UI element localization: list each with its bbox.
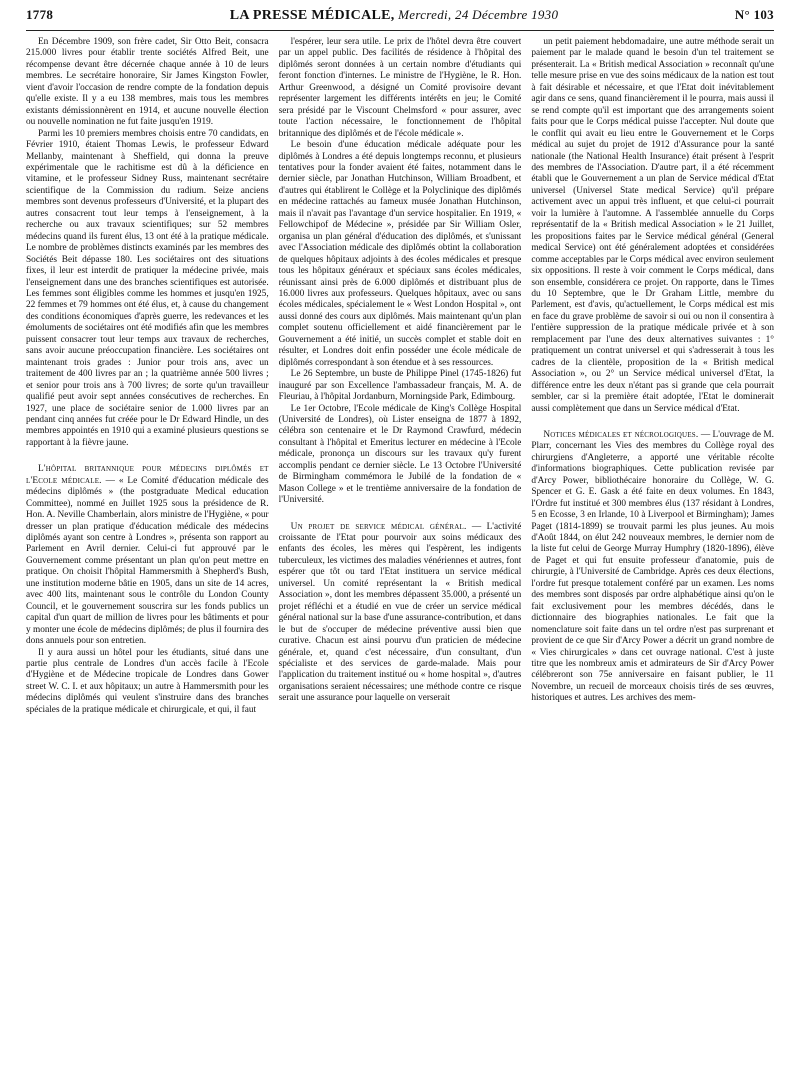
paragraph: l'espérer, leur sera utile. Le prix de l'hôtel devra être couvert par un appel public. Des facilités de résidence à l'hôpital des diplômés seront données à un certain nombre d'étudiants qui feront fonction d'internes. Le ministre de l'Hygiène, le R. Hon. Arthur Greenwood, a désigné un Comité provisoire devant représenter largement les différents intérêts en jeu; le Comité sera présidé par le Viscount Chelmsford « pour assurer, avec toute l'action nécessaire, le fonctionnement de l'hôpital britannique des diplômés et de l'école médicale ». bbox=[278, 37, 522, 139]
paragraph: En Décembre 1909, son frère cadet, Sir Otto Beit, consacra 215.000 livres pour établir trente sociétés Alfred Beit, une récompense devant être décernée chaque année à 10 de leurs membres. Le secrétaire honoraire, Sir James Kingston Fowler, vient d'avoir l'occasion de rendre compte de la fondation depuis qu'elle existe. Il y a eu 138 membres, mais tous les membres existants démissionnèrent en 1914, et aucune nouvelle élection ou nouvelle nomination ne fut faite jusqu'en 1919. bbox=[26, 37, 269, 128]
paragraph: Le besoin d'une éducation médicale adéquate pour les diplômés à Londres a été depuis longtemps reconnu, et plusieurs tentatives pour la fonder avaient été faites, notamment dans le dernier siècle, par Jonathan Hutchinson, William Broadbent, et d'autres qui établirent le Collège et la Polyclinique des diplômés en médecine rattachés au fameux musée Jonathan Hutchinson, mais il n'avait pas l'avantage d'un service hospitalier. En 1919, « Fellowchipof de Médecine », présidée par Sir William Osler, organisa un plan général d'éducation des diplômés, et s'unissant avec l'Association médicale des diplômés obtint la collaboration de quelques hôpitaux adjoints à des écoles médicales et presque tous les hôpitaux généraux et spéciaux sans écoles médicales, réunissant ainsi près de 6.000 diplômés et distribuant plus de 16.000 livres aux professeurs. Quelques hôpitaux, avec ou sans écoles médicales, spécialement le « West London Hospital », ont aussi donné des cours aux diplômés. Mais maintenant qu'un plan complet soutenu officiellement et aidé financièrement par le Gouvernement a été initié, un succès complet et stable doit en résulter, et Londres doit enfin posséder une école médicale de diplômés correspondant à son étendue et à ses ressources. bbox=[278, 140, 522, 368]
section-heading: L'hôpital britannique pour médecins diplômés et l'Ecole médicale. bbox=[26, 464, 269, 486]
section-paragraph bbox=[26, 464, 269, 647]
journal-title bbox=[230, 7, 558, 24]
paragraph: Le 1er Octobre, l'Ecole médicale de King's Collège Hospital (Université de Londres), où Lister enseigna de 1877 à 1892, célébra son centenaire et le Dr Raymond Crawfurd, médecin consultant à l'hôpital et Emeritus lecturer en médecine à l'Ecole médicale, prononça un discours sur les travaux qu'y furent accomplis pendant ce dernier siècle. Le 13 Octobre l'Université de Birmingham commémora le Jubilé de la fondation de « Mason College » et le trentième anniversaire de la fondation de l'Université. bbox=[278, 403, 522, 506]
article-columns bbox=[26, 31, 774, 1073]
section-paragraph bbox=[279, 522, 522, 705]
paragraph: Le 26 Septembre, un buste de Philippe Pinel (1745-1826) fut inauguré par son Excellence l'ambassadeur français, M. A. de Fleuriau, à l'hôpital Jordanburn, Morningside Park, Edimbourg. bbox=[278, 369, 522, 403]
section-text: — L'ouvrage de M. Plarr, concernant les Vies des membres du Collège royal des chirurgiens d'Angleterre, a apporté une véritable récolte d'informations biographiques. Cette publication revisée par d'Arcy Power, bibliothécaire honoraire du Collège, W. G. Spencer et G. E. Gask a été faite en deux volumes. En 1843, l'Ordre fut institué et 300 membres élus (137 résidant à Londres, 5 en Ecosse, 3 en Irlande, 10 à Liverpool et Birmingham); James Paget (1814-1899) se trouvait parmi les plus jeunes. Au mois d'Août 1844, on élut 242 nouveaux membres, le dernier nom de la liste fut celui de George Murray Humphry (1820-1896), élève de Paget et qui fut ensuite professeur d'anatomie, puis de chirurgie, à l'Université de Cambridge. Après ces deux élections, l'ordre fut presque totalement conféré par un examen. Les noms des membres sont disposés par ordre alphabétique ainsi qu'on le fait exclusivement pour les membres décédés, dans le dictionnaire des biographies nationales. Le fait que la nomenclature soit faite dans un tel ordre n'est pas surprenant et provient de ce que Sir d'Arcy Power a décrit un grand nombre de « Vies chirurgicales » dans cet ouvrage national. C'est à juste titre que les nombreux amis et admirateurs de Sir d'Arcy Power célébreront son 75e anniversaire en faisant publier, le 11 Novembre, un recueil de morceaux choisis tirés de ses œuvres, historiques et autres. Les archives des mem- bbox=[531, 429, 774, 704]
paragraph: un petit paiement hebdomadaire, une autre méthode serait un paiement par le malade quand le besoin d'un tel traitement se présenterait. La « British medical Association » reconnaît qu'une telle mesure prise en vue des soins médicaux de la nation est tout à fait désirable et nécessaire, et que l'Etat doit inévitablement agir dans ce sens, quand financièrement il le pourra, mais aussi il se rend compte qu'il est important que des arrangements soient faits pour que le Corps médical puisse l'accepter. Nul doute que le conflit qui avait eu lieu entre le Gouvernement et le Corps médical au sujet du projet de 1912 d'Assurance pour la santé nationale (the National Health Insurance) était présent à l'esprit des membres de l'Association. D'autre part, il a été récemment établi que le Gouvernement a un plan de Service médical d'Etat universel (Universel State medical Service) qu'il prépare activement avec un appui très influent, et que celui-ci pourrait voir la lumière à l'automne. A l'assemblée annuelle du Corps représentatif de la « British medical Association » le 21 Juillet, les propositions faites par le Service médical général (General medical Service) ont été généralement adoptées et considérées comme acceptables par le Corps médical avec environ seulement six oppositions. Il reste à voir comment le Corps médical, dans son ensemble, considérera ce projet. On rapporte, dans le Times du 10 Septembre, que le Dr Graham Little, membre du Parlement, est d'avis, qu'actuellement, le Corps médical est mis en face du grave problème de savoir si oui ou non il consentira à l'entière suppression de la pratique médicale privée et à son remplacement par l'une des deux alternatives suivantes : 1° pratiquement un contrat universel et qui s'adresserait à tous les cadres de la clientèle, proposition de la « British medical Association », ou 2° un Service médical universel d'Etat, la différence entre les deux n'étant pas si grande que cela pourrait sembler, car si la première était adoptée, l'Etat le dominerait aussi complètement que dans un Service médical d'Etat. bbox=[531, 37, 774, 414]
page-number: 1778 bbox=[26, 7, 54, 22]
section-text: — « Le Comité d'éducation médicale des médecins diplômés » (the postgraduate Medical education Committee), nommé en Juillet 1925 sous la présidence de R. Hon. A. Neville Chamberlain, alors ministre de l'Hygiène, « pour dresser un plan pratique d'éducation médicale des médecins diplômés ayant son centre à Londres », présenta son rapport au Parlement en Avril dernier. Celui-ci fut approuvé par le Gouvernement comme présentant un plan qu'on peut mettre en pratique. On choisit l'hôpital Hammersmith à Shepherd's Bush, une institution moderne bâtie en 1905, dans un site de 14 acres, avec 400 lits, maintenant sous le contrôle du London County Council, et le gouvernement souscrira sur les fonds publics un capital d'un quart de million de livres pour les bâtiments et pour y monter une école de médecins diplômés; de plus il fournira des dons annuels pour son entretien. bbox=[26, 475, 269, 647]
section-heading: Notices médicales et nécrologiques. bbox=[543, 429, 699, 440]
section-heading: Un projet de service médical général. bbox=[290, 521, 467, 532]
paragraph: Parmi les 10 premiers membres choisis entre 70 candidats, en Février 1910, étaient Thomas Lewis, le professeur Edward Mellanby, maintenant à Sheffield, qui donna la preuve expérimentale que le rachitisme est dû à la déficience en vitamine, et le professeur Sidney Russ, maintenant secrétaire scientifique de la Commission du radium. Seize anciens membres sont devenus professeurs d'Université, et la plupart des autres consacrent tout leur temps à l'enseignement, à la recherche ou aux travaux scientifiques; sur 52 membres médecins quand ils furent élus, 13 ont été à la pratique médicale. Le nombre de problèmes distincts examinés par les membres des Sociétés Beit dépasse 180. Les sociétaires ont des situations fixes, il leur est interdit de pratiquer la médecine privée, mais l'enseignement dans une des branches scientifiques est autorisée. Les femmes sont éligibles comme les hommes et jusqu'en 1925, 22 femmes et 79 hommes ont été élus, et, à cause du changement des conditions économiques d'après guerre, les redevances et les émoluments de sociétaires ont été modifiés afin que les membres puissent consacrer tout leur temps aux travaux de recherches, sans avoir aucune préoccupation financière. Les sociétaires ont maintenant trois grades : Junior pour trois ans, avec un traitement de 400 livres par an ; la quatrième année 500 livres ; et senior pour trois ans à 700 livres; de sorte qu'un travailleur qualifié peut avoir sept années consécutives de recherches. En 1927, une place de sociétaire senior de 1.000 livres par an pendant cinq années fut créée pour le Dr Edward Hindle, un des membres appointés en 1910 qui a examiné plusieurs questions se rapportant à la fièvre jaune. bbox=[26, 128, 269, 448]
journal-name: LA PRESSE MÉDICALE, bbox=[229, 7, 395, 23]
issue-number: N° 103 bbox=[734, 7, 774, 22]
page-header bbox=[26, 0, 774, 31]
section-paragraph bbox=[531, 430, 774, 705]
issue-date: Mercredi, 24 Décembre 1930 bbox=[394, 6, 559, 22]
column-1 bbox=[26, 37, 269, 1073]
column-2 bbox=[279, 37, 522, 1073]
column-3 bbox=[531, 37, 774, 1073]
section-text: — L'activité croissante de l'Etat pour pourvoir aux soins médicaux des enfants des écoles, les mères qui l'espèrent, les indigents tuberculeux, les victimes des maladies vénériennes et autres, font espérer que tôt ou tard l'Etat instituera un service médical universel. Un comité représentant la « British medical Association », dont les membres dépassent 35.000, a présenté un projet réfléchi et a étudié en vue de créer un service médical général national sur la base d'une assurance-contribution, et dans le but de s'occuper de médecine préventive aussi bien que curative. Chacun est ainsi pourvu d'un praticien de médecine générale, et, quand c'est nécessaire, d'un consultant, d'un spécialiste et des services de garde-malade. Mais pour l'application du traitement institué ou « home hospital », d'autres organisations seraient nécessaires; une méthode contre ce risque serait une assurance pour laquelle on verserait bbox=[278, 521, 522, 704]
paragraph: Il y aura aussi un hôtel pour les étudiants, situé dans une partie plus centrale de Londres d'un accès facile à l'Ecole d'Hygiène et de Médecine tropicale de Londres dans Gower street W. C. I. et aux hôpitaux; un autre à Hammersmith pour les médecins diplômés qui veulent s'instruire dans des branches spéciales de la pratique médicale et chirurgicale, et qui, il faut bbox=[26, 647, 269, 715]
